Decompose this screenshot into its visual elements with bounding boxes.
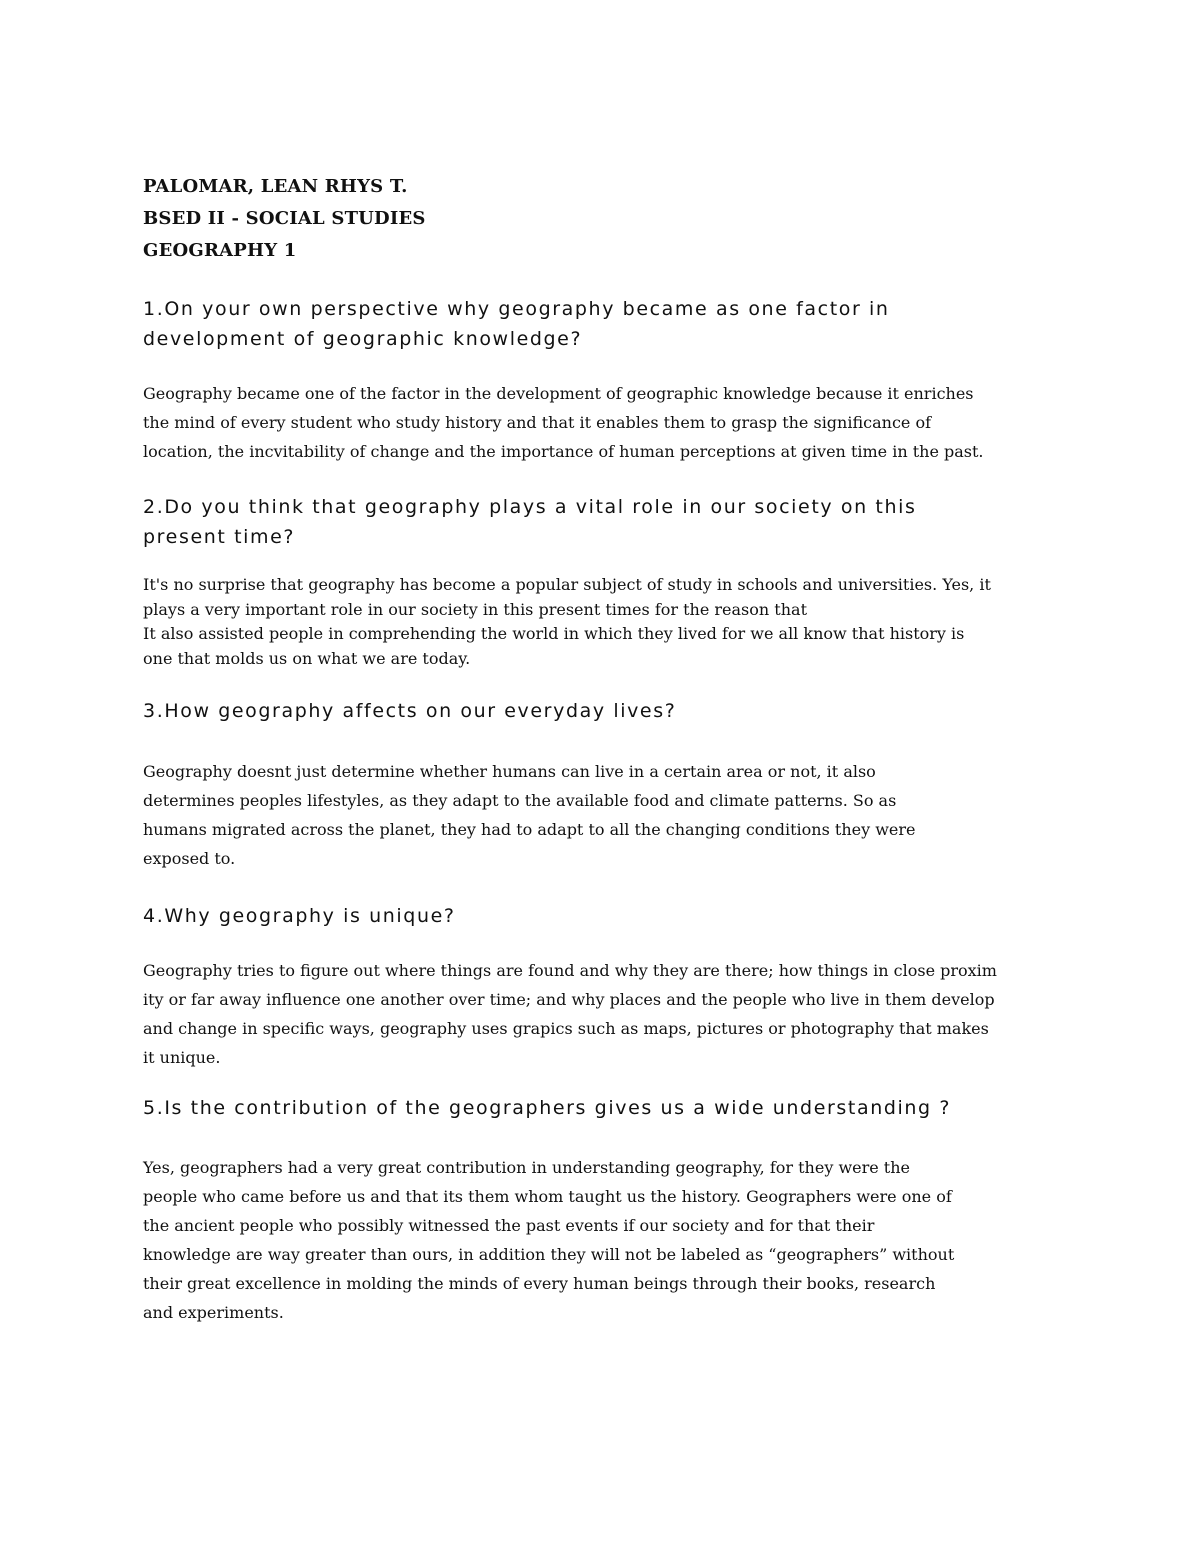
answer-line: the ancient people who possibly witnessed the past events if our society and for that their [143, 1216, 875, 1235]
answer-line: one that molds us on what we are today. [143, 648, 471, 668]
answer-4 [143, 956, 997, 1072]
question-line: present time? [143, 526, 296, 548]
question-line: How geography affects on our everyday lives? [164, 700, 677, 722]
answer-line: location, the incvitability of change and the importance of human perceptions at given time in the past. [143, 442, 984, 461]
question-4 [143, 901, 1053, 931]
question-number: 4. [143, 905, 165, 927]
answer-1 [143, 379, 984, 466]
question-line: development of geographic knowledge? [143, 328, 583, 350]
question-number: 2. [143, 496, 165, 518]
question-line: Why geography is unique? [164, 905, 456, 927]
answer-line: ity or far away influence one another over time; and why places and the people who live in them develop [143, 990, 995, 1009]
answer-line: Geography became one of the factor in the development of geographic knowledge because it enriches [143, 384, 974, 403]
answer-line: plays a very important role in our society in this present times for the reason that [143, 599, 807, 619]
answer-line: determines peoples lifestyles, as they adapt to the available food and climate patterns. So as [143, 791, 897, 810]
answer-line: the mind of every student who study history and that it enables them to grasp the significance of [143, 413, 932, 432]
question-line: Do you think that geography plays a vital role in our society on this [164, 496, 917, 518]
answer-line: Yes, geographers had a very great contribution in understanding geography, for they were the [143, 1158, 911, 1177]
answer-line: and change in specific ways, geography uses grapics such as maps, pictures or photography that makes [143, 1019, 989, 1038]
question-number: 3. [143, 700, 165, 722]
question-2 [143, 492, 1053, 552]
answer-line: people who came before us and that its them whom taught us the history. Geographers were one of [143, 1187, 952, 1206]
student-name: PALOMAR, LEAN RHYS T. [143, 176, 408, 197]
question-3 [143, 696, 1053, 726]
answer-line: their great excellence in molding the minds of every human beings through their books, research [143, 1274, 936, 1293]
answer-line: Geography doesnt just determine whether humans can live in a certain area or not, it also [143, 762, 876, 781]
answer-line: It also assisted people in comprehending the world in which they lived for we all know that history is [143, 624, 965, 643]
subject-title: GEOGRAPHY 1 [143, 240, 297, 261]
question-line: Is the contribution of the geographers gives us a wide understanding ? [164, 1097, 952, 1119]
answer-line: Geography tries to figure out where things are found and why they are there; how things in close proxim [143, 961, 997, 980]
question-5 [143, 1093, 1053, 1123]
answer-5 [143, 1153, 954, 1327]
question-number: 1. [143, 298, 165, 320]
answer-line: knowledge are way greater than ours, in addition they will not be labeled as “geographers” without [143, 1245, 955, 1264]
question-line: On your own perspective why geography became as one factor in [164, 298, 890, 320]
question-1 [143, 294, 1053, 354]
answer-line: it unique. [143, 1048, 221, 1067]
answer-line: humans migrated across the planet, they had to adapt to all the changing conditions they were [143, 820, 916, 839]
answer-line: It's no surprise that geography has become a popular subject of study in schools and universities. Yes, it [143, 575, 991, 594]
course-section: BSED II - SOCIAL STUDIES [143, 208, 426, 229]
answer-2 [143, 573, 991, 671]
question-number: 5. [143, 1097, 165, 1119]
answer-line: and experiments. [143, 1303, 284, 1322]
answer-3 [143, 757, 916, 873]
answer-line: exposed to. [143, 849, 236, 868]
